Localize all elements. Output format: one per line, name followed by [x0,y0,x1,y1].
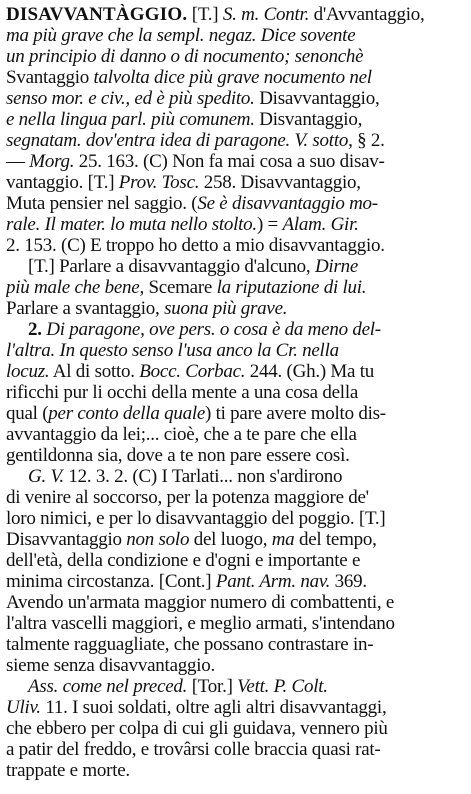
italic-text: Prov. Tosc. [118,172,200,193]
entry-line [6,382,465,403]
italic-text: ma [271,529,295,550]
entry-line [6,172,465,193]
italic-text: Se è disavvantaggio mo- [197,193,378,214]
entry-line [6,319,465,340]
entry-line [6,676,465,697]
italic-text: Dirne [314,256,359,277]
italic-text: S. m. Contr. [222,4,310,25]
italic-text: non solo [126,529,190,550]
text-run: qual ( [6,403,49,424]
italic-text: ma più grave che la sempl. negaz. Dice sovente [6,25,356,46]
text-run: Avendo un'armata maggior numero di combattenti, e [6,592,395,613]
text-run: di venire al soccorso, per la potenza maggiore de' [6,487,369,508]
italic-text: talvolta dice più grave nocumento nel [93,67,372,88]
entry-line [6,151,465,172]
italic-text: per conto della quale [48,403,206,424]
italic-text: la riputazione di lui. [216,277,367,298]
italic-text: e nella [6,109,60,130]
entry-line [6,46,465,67]
italic-text: segnatam. dov'entra idea di paragone. V. sotto, [6,130,353,151]
text-run: 2. 153. (C) E troppo ho detto a mio disavvantaggio. [6,235,385,256]
italic-text: Morg. [29,151,75,172]
text-run: 11. I suoi soldati, oltre agli altri disavvantaggi, [40,697,387,718]
italic-text: Uliv. [6,697,41,718]
section-number: 2. [28,319,47,340]
text-run: [T.] [187,4,223,25]
entry-line [6,529,465,550]
text-run: — [6,151,30,172]
text-run: del tempo, [294,529,377,550]
italic-text: Bocc. Corbac. [139,361,246,382]
entry-line [6,613,465,634]
italic-text: Pant. Arm. nav. [215,571,331,592]
italic-text: suona più grave. [164,298,288,319]
entry-line [6,88,465,109]
text-run: a patir del freddo, e trovârsi colle braccia quasi rat- [6,739,381,760]
entry-line [6,424,465,445]
italic-text: Di paragone, ove pers. o cosa è da meno del- [46,319,381,340]
text-run: 369. [330,571,367,592]
entry-line [6,655,465,676]
italic-text: più male che bene, [6,277,144,298]
entry-line [6,130,465,151]
entry-line [6,403,465,424]
text-run: ) = [256,214,283,235]
text-run: Disavvantaggio [6,529,127,550]
text-run: rificchi pur li occhi della mente a una cosa della [6,382,359,403]
headword: DISAVVANTÀGGIO. [6,4,188,25]
entry-line [6,718,465,739]
italic-text: un principio di danno o di nocumento; senonchè [6,46,364,67]
entry-line [6,193,465,214]
italic-text: Alam. Gir. [282,214,359,235]
text-run: vantaggio. [T.] [6,172,119,193]
entry-line [6,67,465,88]
text-run: ) ti pare avere molto dis- [205,403,386,424]
text-run: Parlare a svantaggio, [6,298,165,319]
text-run: 25. 163. (C) Non fa mai cosa a suo disav- [74,151,385,172]
entry-line [6,634,465,655]
entry-line [6,592,465,613]
text-run: dell'età, della condizione e d'ogni e importante e [6,550,361,571]
entry-line [6,235,465,256]
entry-line [6,739,465,760]
text-run: che ebbero per colpa di cui gli guidava, vennero più [6,718,388,739]
entry-line [6,340,465,361]
entry-line [6,445,465,466]
text-run: l'altra vascelli maggiori, e meglio armati, s'intendano [6,613,395,634]
text-run: sieme senza disavvantaggio. [6,655,216,676]
entry-line [6,466,465,487]
italic-text: rale. Il mater. lo muta nello stolto. [6,214,257,235]
italic-text: Ass. come nel preced. [28,676,188,697]
entry-line [6,697,465,718]
entry-line [6,571,465,592]
text-run: loro nimici, e per lo disavvantaggio del poggio. [T.] [6,508,386,529]
text-run: gentildonna sia, dove a te non pare essere così. [6,445,350,466]
text-run: Svantaggio [6,67,94,88]
text-run: del luogo, [189,529,272,550]
text-run: 258. Disavvantaggio, [199,172,361,193]
text-run: Al di sotto. [49,361,140,382]
text-run: 244. (Gh.) Ma tu [245,361,375,382]
entry-line [6,361,465,382]
entry-line [6,4,465,25]
italic-text: lingua parl. più comunem. [59,109,255,130]
entry-line [6,487,465,508]
text-run: [Tor.] [187,676,238,697]
entry-line [6,550,465,571]
entry-line [6,760,465,781]
italic-text: Vett. P. Colt. [237,676,328,697]
text-run: Scemare [143,277,217,298]
italic-text: senso mor. e civ., ed è più spedito. [6,88,255,109]
text-run: avvantaggio da lei;... cioè, che a te pare che ella [6,424,357,445]
text-run: Disavvantaggio, [254,88,380,109]
italic-text: locuz. [6,361,50,382]
entry-line [6,256,465,277]
entry-line [6,109,465,130]
text-run: 12. 3. 2. (C) I Tarlati... non s'ardirono [63,466,343,487]
text-run: [T.] Parlare a disavvantaggio d'alcuno, [28,256,315,277]
italic-text: G. V. [28,466,64,487]
entry-line [6,298,465,319]
entry-line [6,25,465,46]
text-run: § 2. [352,130,385,151]
entry-line [6,508,465,529]
text-run: d'Avvantaggio, [309,4,425,25]
italic-text: l'altra. In questo senso l'usa anco la Cr. nella [6,340,339,361]
text-run: Muta pensier nel saggio. ( [6,193,198,214]
text-run: talmente ragguagliate, che possano contrastare in- [6,634,374,655]
text-run: minima circostanza. [Cont.] [6,571,216,592]
entry-line [6,214,465,235]
text-run: trappate e morte. [6,760,130,781]
text-run: Disvantaggio, [254,109,363,130]
entry-line [6,277,465,298]
